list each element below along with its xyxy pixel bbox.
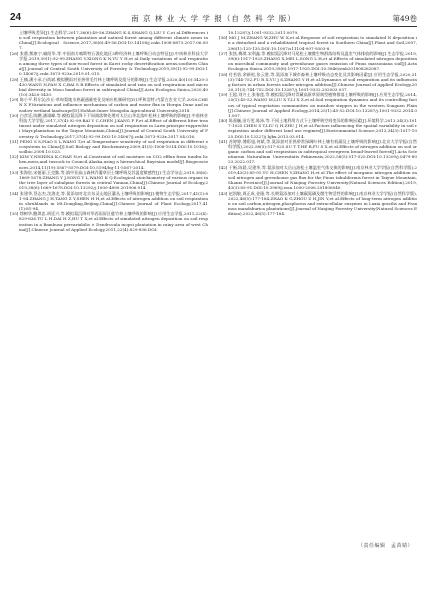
reference-entry: [40] 陈嘉巍,田巧雯,陈沛,等.不同土地利用方式下土壤呼吸空间变异的影响因素[J].环境科学,2013,34(3):1017-1025.CHEN S T,LIU Q H,ZHU J H,et al.Factors influencing the spatial variability in soil respiration under different land use regimes[J].Environmental Science,2013,34(3):1017-1025.DOI:10.13227/j.hjkx.2013.03.014. xyxy=(219,118,417,139)
reference-entry: [31] PENG S S,PIAO S L,WANG T,et al.Temperature sensitivity of soil respiration in different ecosystems in China[J].Soil Biology and Biochemistry,2009,41(5):1008-1014.DOI:10.1016/j.soilbio.2008.10.023. xyxy=(10,138,208,155)
volume-label: 第49卷 xyxy=(392,14,417,23)
reference-entry: [43] 赵凯敏,周正成,金隆,等.长期氮添加对土壤碳氮磷及微生物活性的影响[J].南京林业大学学报(自然科学版),2022,46(5):177-184.ZHAO K G,ZHOU Z H,JIN Y,et al.Effects of long-term nitrogen addition on soil carbon,nitrogen,phosphorus and extracellular enzymes in Laxia gracilis and Fraxinus mandshurica plantations[J].Journal of Nanjing Forestry University(Natural Sciences Edition),2022,46(5):177-184. xyxy=(219,190,417,217)
reference-entry: [39] 王超,刘兴土,张春莲,等.模拟氮沉降对青藏高原草原典型植物群落土壤呼吸的影响[J].应用生态学报,2014,25(1):45-52.WANG M,LIU X T,LI X Z,et al.Soil respiration dynamics and its controlling factors of typical vegetation communities on meadow steppes in the western Songnen Plain[J].Chinese Journal of Applied Ecology,2014,25(1):45-52.DOI:10.13287/j.1001-9332.2014.01.007. xyxy=(219,92,417,118)
references-left-column xyxy=(10,30,208,232)
journal-title: 南 京 林 业 大 学 学 报（自 然 科 学 版） xyxy=(131,14,296,23)
reference-entry: [41] 苏婷婷,傅彩旭,何斌,等.氮添加对亚热带常绿阔叶林土壤有机碳及土壤呼吸的影响[J].北京大学学报(自然科学版),2022,58(5):517-525.SU T T,HE B,FU S X,et al.Effects of nitrogen addition on soil organic carbon and soil respiration in subtropical evergreen broad-leaved forest[J].Acta Scientiarum Naturalium Universitatis Pekinensis,2022,58(5):517-525.DOI:10.13209/j.0479-8023.2022.017. xyxy=(219,138,417,165)
reference-entry: [26] 张鼎,熊康宁,喻阳华,等.中国南方喀斯特石漠化地区3种经济林土壤呼吸日动态特征[J].中南林业科技大学学报,2019,39(1):92-99.ZHANG Y,XIONG K N,YU Y H,et al.Daily variations of soil respiration among three types of non-wood forest in Karst rocky desertification areas,southern China[J].Journal of Central South University of Forestry & Technology,2019,39(1):92-99.DOI:10.14067/j.cnki.1673-923x.2019.01.015. xyxy=(10,50,208,77)
reference-entry: [34] 张建华,蔡志杰,沈海龙,等.氮添加对北京东灵山地区灌丛土壤呼吸的影响[J].植物生态学报,2017,41(1):81-94.ZHANG J H,TANG Z Y,SHEN H H,et al.Effects of nitrogen addition on soil respiration in shrublands in Mt.Dongling,Beijing,China[J].Chinese Journal of Plant Ecology,2017,41(1):81-94. xyxy=(10,190,208,212)
reference-entry: [28] 王楠,潘小承,白尚斌.模拟酸雨对亚热带毛竹林土壤呼吸及组分的影响[J].生态学报,2020,40(10):3420-3430.WANG N,PAN X C,BAI S B.Effects of simulated acid rain on soil respiration and microbial diversity in Moso bamboo forest in subtropical China[J].Acta Ecologica Sinica,2020,40(10):3420-3430. xyxy=(10,76,208,98)
reference-entry: [36] MO J M,ZHANG W,ZHU W X,et al.Response of soil respiration to simulated N deposition in a disturbed and a rehabilitated tropical forest in Southern China[J].Plant and Soil,2007,296(1):125-135.DOI:10.1007/s11104-007-9303-8. xyxy=(219,35,417,51)
reference-entry: [35] 徐树华,鲍琪忠,胡廷兴,等.模拟氮沉降对华西雨屏区慈竹林土壤呼吸的影响[J].应用生态学报,2011,22(4):829-836.TU L H,DAI H Z,HU T X,et al.Effects of simulated nitrogen deposition on soil respiration in a Bambusa pervariabilis × Dendrocala mopsi plantation in rainy area of west China[J].Chinese Journal of Applied Ecology,2011,22(4):829-836.DOI: xyxy=(10,211,208,232)
reference-entry: [30] 白彦廷,陈鹏,潘翊峰,等.模拟氮沉降下不同凋落物处理对太岳山华北落叶松林土壤呼吸的影响[J].中南林业科技大学学报,2017,37(4):92-99.BAI Y C,CHEN J,KANG F F,et al.Effect of different litter treatment under simulated nitrogen deposition on soil respiration in Larix principis-rupprechtii Mayr.plantation in the Taiyue Mountain,China[J].Journal of Central South University of Forestry & Technology,2017,37(4):92-99.DOI:10.14067/j.cnki.1673-923x.2017.04.016. xyxy=(10,112,208,139)
reference-entry: [32] KIM Y,NISHINA K,CHAE N,et al.Constraint of soil moisture on CO2 efflux from tundra lichen,moss,and tussock in Council,Alaska,using a hierarchical Bayesian model[J].Biogeosciences,2014,11(19):5567-5579.DOI:10.5194/bg-11-5567-2014. xyxy=(10,154,208,170)
reference-entry: [33] 张海宸,宋娅丽,王克勤,等.滇中亚高山森林乔灌草层土壤呼吸及其温度敏感性[J].生态学杂志,2019,38(6):1669-1678.ZHANG Y J,SONG Y L,WANG K Q.Ecological stoichiometry of various organs in the tree layer of subalpine forests in central Yunnan,China[J].Chinese Journal of Ecology,2019,38(6):1669-1678.DOI:10.13292/j.1000-4890.201906.014. xyxy=(10,169,208,191)
references-right-column xyxy=(219,30,417,216)
reference-entry: [38] 付若怡,余新松,张云胜,等.氮添加下城市森林土壤呼吸动态变化及其影响因素[J].应用生态学报,2020,31(3):744-752.FU R X,YU J S,ZHANG Y H,et al.Dynamics of soil respiration and its influencing factors in urban forests under nitrogen addition[J].Chinese Journal of Applied Ecology,2020,31(3):744-752.DOI:10.13287/j.1001-9332.202003.037. xyxy=(219,71,417,92)
page-number: 24 xyxy=(10,12,22,23)
header-divider xyxy=(10,26,417,27)
reference-entry: [29] 陈小平.科尔沁沙丘-草甸梨地水热碳通量变化及响应机制研究[D].呼和浩特:内蒙古农业大学,2018.CHEN X P.Variations and influence mechanism of carbon and water flux in Horqin Dune and meadow wetland landscape[D].Hohhot:Inner Mongolia Agricultural University,2018. xyxy=(10,97,208,113)
reference-continuation: 10.13287/j.1001-9332.2011.0079. xyxy=(228,30,299,35)
page-header xyxy=(10,10,417,26)
reference-entry: [37] 张凯,梅琪,宋利鑫,等.模拟氮沉降对马尾松土壤微生物群落结构及温室气体排放的影响[J].生态学报,2019,39(6):1917-1925.ZHANG X,MEI L,SONG L H,et al.Effects of simulated nitrogen deposition on microbial community and greenhouse gases emission of Pinus massoniana soil[J].Acta Ecologica Sinica,2019,39(6):1917-1925.DOI:10.5846/stxb201808262087. xyxy=(219,50,417,72)
editor-note: （责任编辑 孟苗婧） xyxy=(357,543,413,549)
reference-entry: [42] 于断,陈晨,吴建华,等.氮添加对太岳山油松土壤温室气体交换的影响[J].南京林业大学学报(自然科学版),2019,43(3):85-91.YU H,CHEN Y,ZHANG H,et al.The effect of inorganic nitrogen addition on soil nitrogen and greenhouse gas flux for the Pinus tabuliformis forest in Taiyue Mountain,Shanxi Province[J].Journal of Nanjing Forestry University(Natural Sciences Edition),2019,43(3):85-91.DOI:10.3969/j.issn.1000-2006.201806040. xyxy=(219,164,417,191)
reference-continuation: 土壤呼吸差异[J].生态科学,2017,36(6):49-56.ZHANG K S,SHANG Q,LIU Y C,et al.Differences in soil respiration between plantation and natural forest among different climate zones in China[J].Ecological Science,2017,36(6):49-56.DOI:10.14108/j.cnki.1008-8873.2017.06.007. xyxy=(19,30,208,51)
